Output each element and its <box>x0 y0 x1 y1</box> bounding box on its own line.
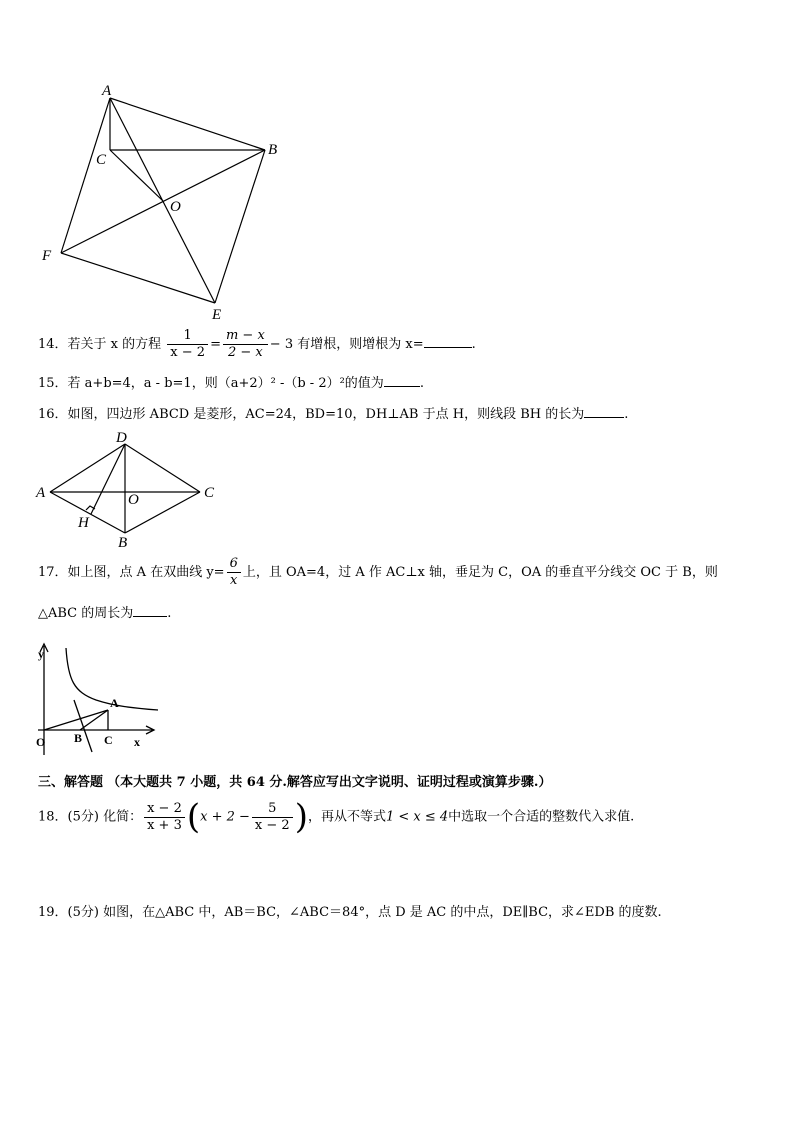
label-c: C <box>96 152 107 168</box>
q17-fraction: $\frac{6}{x}$ <box>227 556 241 589</box>
q14-equals: = <box>210 337 221 352</box>
q14-fraction-1: $\frac{1}{x - 2}$ <box>167 328 208 361</box>
segment-be <box>215 150 265 303</box>
q15-end: . <box>419 376 424 391</box>
q15-text: 15．若 a+b=4，a - b=1，则（a+2）² -（b - 2）²的值为 <box>38 376 384 391</box>
figure-hyperbola <box>34 640 164 760</box>
q18-text-a: 18．(5分) 化简： <box>38 809 143 825</box>
q18-inner: x + 2 − <box>200 809 250 825</box>
q14-number: 14． <box>38 337 68 352</box>
segment-dc <box>125 444 200 492</box>
q14-end: . <box>471 337 476 352</box>
section-3-note: （本大题共 7 小题，共 64 分.解答应写出文字说明、证明过程或演算步骤.） <box>107 775 552 790</box>
label-a: A <box>110 696 119 710</box>
segment-oa <box>44 710 108 730</box>
label-o: O <box>36 735 46 749</box>
question-15 <box>38 374 424 393</box>
q17-end: . <box>167 606 172 621</box>
label-o: O <box>170 199 181 215</box>
section-3-heading <box>38 774 551 792</box>
segment-fa <box>61 98 110 253</box>
section-3-title: 三、解答题 <box>38 775 104 790</box>
question-17-line-2 <box>38 604 171 623</box>
label-h: H <box>78 515 89 531</box>
q18-fraction-1: $\frac{x - 2}{x + 3}$ <box>144 801 185 834</box>
q17-text-a: 17．如上图，点 A 在双曲线 y= <box>38 565 225 580</box>
q17-answer-blank[interactable] <box>133 604 167 617</box>
q18-paren-right: ) <box>294 797 308 837</box>
q19-text: 19．(5分) 如图，在△ABC 中，AB＝BC，∠ABC＝84°，点 D 是 AC 的中点，DE∥BC，求∠EDB 的度数. <box>38 905 662 920</box>
segment-co <box>110 150 163 201</box>
figure-quadrilateral-abef <box>30 78 290 326</box>
q15-answer-blank[interactable] <box>384 374 420 387</box>
label-b: B <box>118 535 128 550</box>
q14-text-b: − 3 有增根，则增根为 x= <box>269 337 424 352</box>
question-19 <box>38 904 662 922</box>
q14-text-a: 若关于 x 的方程 <box>67 337 162 352</box>
q17-line2: △ABC 的周长为 <box>38 606 134 621</box>
question-16 <box>38 405 628 424</box>
q18-inequality: 1 < x ≤ 4 <box>385 809 449 825</box>
question-14 <box>38 328 476 361</box>
label-a: A <box>36 485 46 501</box>
q17-text-b: 上，且 OA=4，过 A 作 AC⊥x 轴，垂足为 C，OA 的垂直平分线交 OC 于 B，则 <box>242 565 718 580</box>
q14-answer-blank[interactable] <box>424 335 472 348</box>
question-17 <box>38 556 718 589</box>
q18-text-b: ，再从不等式 <box>307 809 386 825</box>
label-f: F <box>42 248 52 264</box>
segment-ef <box>61 253 215 303</box>
label-y: y <box>38 647 44 661</box>
label-a: A <box>102 83 112 99</box>
label-b: B <box>74 731 83 745</box>
segment-ba <box>80 710 108 730</box>
q16-text: 16．如图，四边形 ABCD 是菱形，AC=24，BD=10，DH⊥AB 于点 H，则线段 BH 的长为 <box>38 407 585 422</box>
question-18 <box>38 797 635 837</box>
label-e: E <box>212 307 222 323</box>
q18-fraction-2: $\frac{5}{x - 2}$ <box>252 801 293 834</box>
q18-paren-left: ( <box>186 797 201 837</box>
q14-fraction-2: $\frac{m - x}{2 - x}$ <box>223 328 268 361</box>
label-d: D <box>116 430 127 446</box>
label-b: B <box>268 142 278 158</box>
label-c: C <box>104 733 113 747</box>
label-o: O <box>128 492 139 508</box>
segment-bf <box>61 150 265 253</box>
figure-rhombus-abcd <box>34 430 224 550</box>
label-c: C <box>204 485 215 501</box>
label-x: x <box>134 735 140 749</box>
q18-text-c: 中选取一个合适的整数代入求值. <box>448 809 635 825</box>
q16-end: . <box>624 407 629 422</box>
q16-answer-blank[interactable] <box>584 405 624 418</box>
